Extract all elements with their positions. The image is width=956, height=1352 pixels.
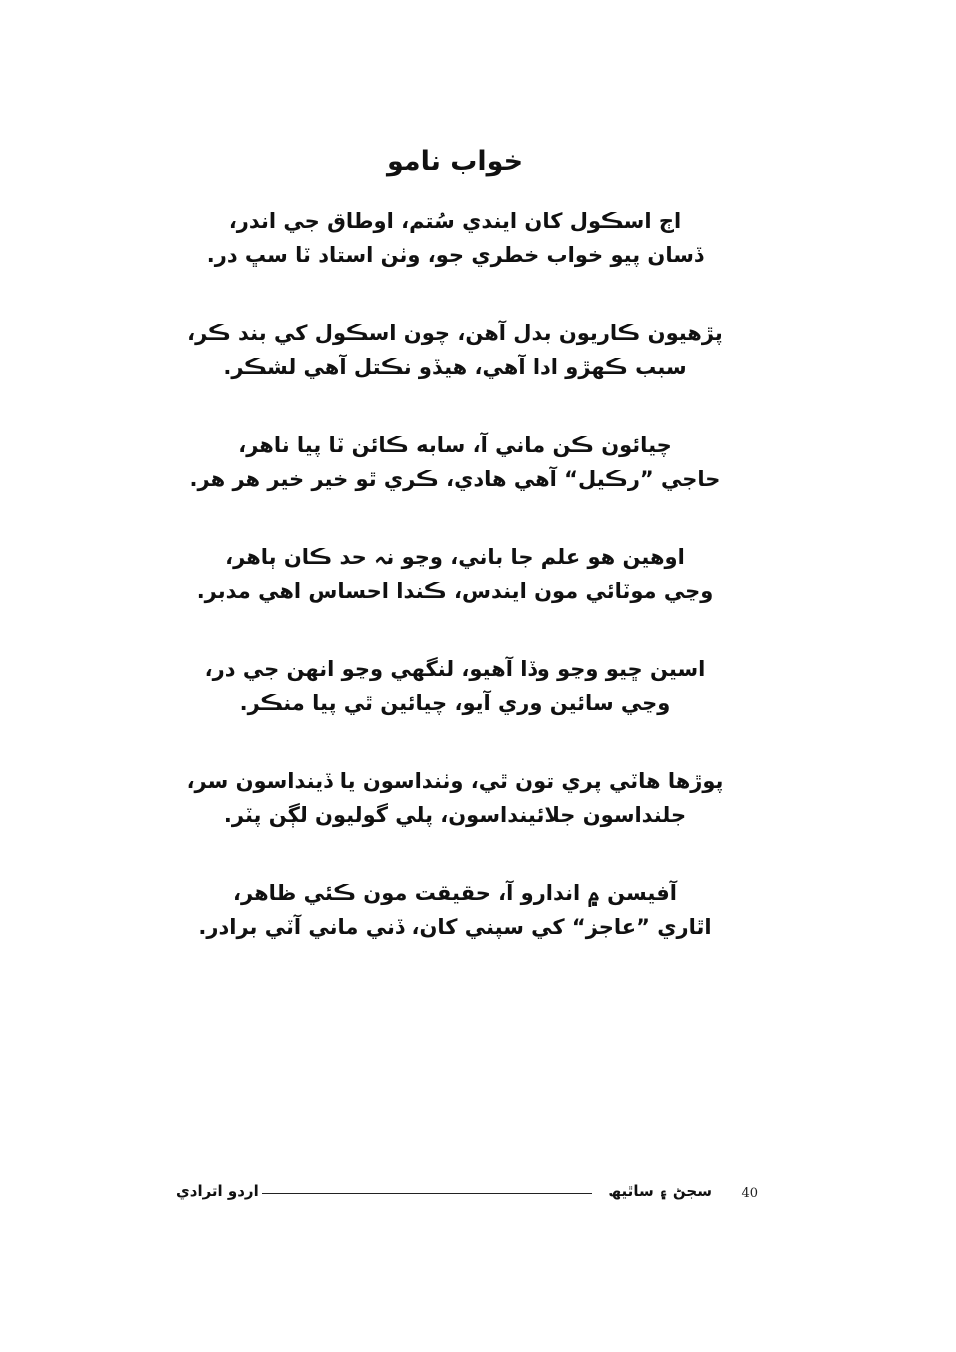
running-header-book-title: سجڻ ۽ ساٿيھ: [608, 1182, 712, 1200]
stanza: [0, 876, 910, 944]
stanza: [0, 764, 910, 832]
poem-line: چيائون ڪن ماني آ، سابه ڪائن ٽا پيا ناهر،: [238, 433, 672, 457]
page-number: 40: [741, 1186, 758, 1201]
poem-line: اوهين هو علم جا باني، وڃو نہ حد ڪان ٻاهر،: [225, 545, 685, 569]
poem-line: اڄ اسڪول کان ايندي سُتم، اوطاق جي اندر،: [228, 209, 682, 233]
stanza: [0, 540, 910, 608]
stanza: [0, 652, 910, 720]
poem-line: اسين ڇيو وڃو وڏا آهيو، لنگهي وڃو انهن جي در،: [204, 657, 706, 681]
poem-line: وڃي سائين وري آيو، چيائين ٿي پيا منڪر.: [239, 691, 671, 715]
poem-line: اٿاري ”عاجز“ کي سپني کان، ڏني ماني آٽي برادر.: [198, 915, 712, 939]
poem-line: ڏسان پيو خواب خطري جو، وٺن استاد ٽا سڀ در.: [206, 243, 704, 267]
poem-line: جلنداسون جلائينداسون، پلي گوليون لڳن پٽر.: [223, 803, 687, 827]
poem-body: [0, 204, 910, 988]
footer-divider: [262, 1193, 592, 1194]
poem-line: پڙهيون ڪاريون بدل آهن، چون اسڪول کي بند ڪر،: [187, 321, 723, 345]
poem-line: آفيسن ۾ اندارو آ، حقيقت مون ڪئي ظاهر،: [233, 881, 677, 905]
stanza: [0, 428, 910, 496]
running-header-section: اردو اترادي: [176, 1182, 259, 1200]
poem-line: سبب ڪهڙو ادا آهي، هيڏو نڪتل آهي لشڪر.: [223, 355, 687, 379]
stanza: [0, 204, 910, 272]
poem-title: خواب نامو: [386, 146, 524, 178]
poem-line: وڃي موٽائي مون ايندس، ڪندا احساس اهي مدبر.: [196, 579, 714, 603]
page-footer: [172, 1178, 772, 1208]
stanza: [0, 316, 910, 384]
poem-line: حاجي ”رڪيل“ آهي هادي، ڪري ٿو خير خير هر هر.: [189, 467, 721, 491]
poem-line: پوڙها هاٽي پري تون ٿي، وٺنداسون يا ڏينداسون سر،: [186, 769, 724, 793]
